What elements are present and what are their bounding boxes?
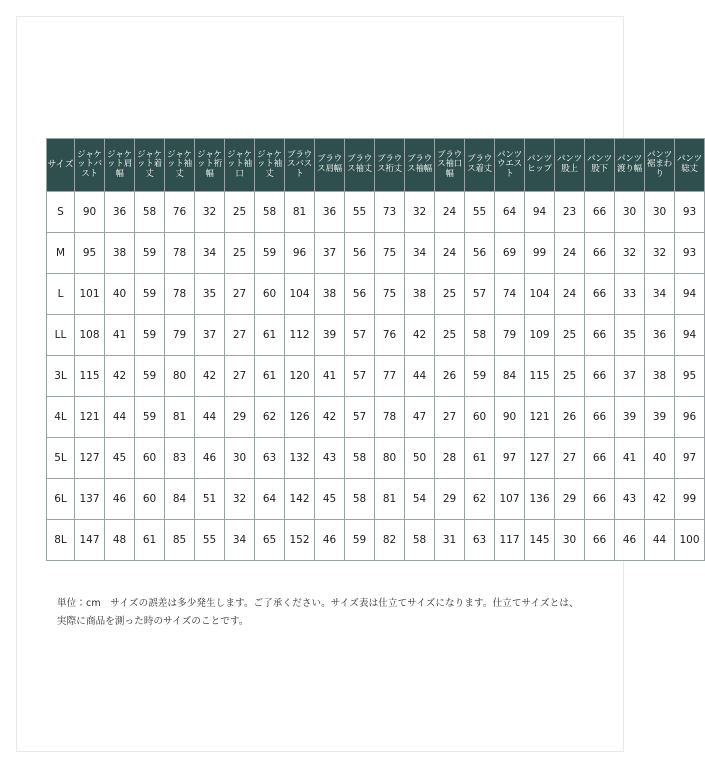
- table-cell: 34: [195, 233, 225, 274]
- table-cell: 34: [645, 274, 675, 315]
- table-cell: 59: [135, 397, 165, 438]
- table-cell: 94: [675, 315, 705, 356]
- table-cell: 47: [405, 397, 435, 438]
- table-cell: 40: [105, 274, 135, 315]
- table-cell: 60: [465, 397, 495, 438]
- table-cell: 117: [495, 520, 525, 561]
- column-header-size: サイズ: [47, 139, 75, 192]
- table-row: [47, 438, 705, 479]
- table-cell: 55: [465, 192, 495, 233]
- table-cell: 32: [405, 192, 435, 233]
- table-cell: 62: [255, 397, 285, 438]
- table-cell: 41: [615, 438, 645, 479]
- table-cell: 59: [465, 356, 495, 397]
- table-cell: 57: [345, 356, 375, 397]
- table-cell: 46: [195, 438, 225, 479]
- table-cell: 78: [165, 274, 195, 315]
- table-cell: 29: [225, 397, 255, 438]
- table-cell: 24: [435, 233, 465, 274]
- table-cell: 79: [495, 315, 525, 356]
- row-label-size: L: [47, 274, 75, 315]
- table-cell: 25: [555, 356, 585, 397]
- size-chart-sheet: [16, 16, 702, 752]
- column-header-blouse-sleeve-length: ブラウス袖丈: [345, 139, 375, 192]
- table-cell: 26: [435, 356, 465, 397]
- column-header-jacket-bust: ジャケットバスト: [75, 139, 105, 192]
- table-row: [47, 274, 705, 315]
- table-cell: 81: [375, 479, 405, 520]
- table-cell: 25: [555, 315, 585, 356]
- table-cell: 38: [405, 274, 435, 315]
- table-cell: 66: [585, 397, 615, 438]
- table-cell: 55: [195, 520, 225, 561]
- column-header-jacket-sleeve-length-2: ジャケット袖丈: [255, 139, 285, 192]
- table-cell: 80: [375, 438, 405, 479]
- table-cell: 90: [75, 192, 105, 233]
- table-cell: 74: [495, 274, 525, 315]
- table-cell: 56: [465, 233, 495, 274]
- table-cell: 82: [375, 520, 405, 561]
- table-cell: 41: [105, 315, 135, 356]
- column-header-pants-rise: パンツ股上: [555, 139, 585, 192]
- table-cell: 64: [495, 192, 525, 233]
- table-cell: 59: [135, 315, 165, 356]
- table-cell: 24: [555, 274, 585, 315]
- table-cell: 42: [405, 315, 435, 356]
- table-cell: 25: [435, 315, 465, 356]
- table-cell: 95: [75, 233, 105, 274]
- table-cell: 61: [465, 438, 495, 479]
- size-chart-note: 単位：cm サイズの誤差は多少発生します。ご了承ください。サイズ表は仕立てサイズになります。仕立てサイズとは、実際に商品を測った時のサイズのことです。: [57, 598, 579, 627]
- table-cell: 136: [525, 479, 555, 520]
- table-cell: 34: [405, 233, 435, 274]
- table-cell: 33: [615, 274, 645, 315]
- table-cell: 51: [195, 479, 225, 520]
- table-cell: 56: [345, 233, 375, 274]
- column-header-pants-total-length: パンツ総丈: [675, 139, 705, 192]
- table-cell: 95: [675, 356, 705, 397]
- table-cell: 142: [285, 479, 315, 520]
- table-cell: 66: [585, 479, 615, 520]
- table-cell: 46: [105, 479, 135, 520]
- table-cell: 39: [315, 315, 345, 356]
- table-cell: 44: [405, 356, 435, 397]
- table-cell: 26: [555, 397, 585, 438]
- table-cell: 23: [555, 192, 585, 233]
- table-cell: 58: [345, 479, 375, 520]
- table-cell: 32: [645, 233, 675, 274]
- table-cell: 85: [165, 520, 195, 561]
- table-cell: 93: [675, 192, 705, 233]
- table-cell: 101: [75, 274, 105, 315]
- table-cell: 66: [585, 274, 615, 315]
- column-header-jacket-cuff: ジャケット袖口: [225, 139, 255, 192]
- table-cell: 43: [615, 479, 645, 520]
- table-row: [47, 397, 705, 438]
- table-cell: 84: [495, 356, 525, 397]
- table-row: [47, 233, 705, 274]
- table-cell: 107: [495, 479, 525, 520]
- table-row: [47, 520, 705, 561]
- row-label-size: 5L: [47, 438, 75, 479]
- table-cell: 127: [75, 438, 105, 479]
- table-cell: 81: [165, 397, 195, 438]
- table-cell: 50: [405, 438, 435, 479]
- column-header-pants-thigh-width: パンツ渡り幅: [615, 139, 645, 192]
- table-cell: 109: [525, 315, 555, 356]
- column-header-jacket-shoulder-width: ジャケット肩幅: [105, 139, 135, 192]
- table-cell: 27: [435, 397, 465, 438]
- table-cell: 80: [165, 356, 195, 397]
- column-header-jacket-sleeve-length: ジャケット袖丈: [165, 139, 195, 192]
- table-cell: 99: [675, 479, 705, 520]
- table-cell: 112: [285, 315, 315, 356]
- table-cell: 27: [225, 274, 255, 315]
- column-header-blouse-sleeve-width: ブラウス袖幅: [405, 139, 435, 192]
- table-cell: 81: [285, 192, 315, 233]
- table-cell: 97: [495, 438, 525, 479]
- table-cell: 44: [105, 397, 135, 438]
- row-label-size: M: [47, 233, 75, 274]
- table-cell: 61: [135, 520, 165, 561]
- table-cell: 76: [375, 315, 405, 356]
- table-cell: 45: [105, 438, 135, 479]
- table-cell: 45: [315, 479, 345, 520]
- row-label-size: 8L: [47, 520, 75, 561]
- table-cell: 65: [255, 520, 285, 561]
- table-cell: 39: [645, 397, 675, 438]
- table-cell: 32: [195, 192, 225, 233]
- table-cell: 32: [225, 479, 255, 520]
- table-cell: 137: [75, 479, 105, 520]
- row-label-size: 6L: [47, 479, 75, 520]
- table-cell: 63: [255, 438, 285, 479]
- table-cell: 66: [585, 520, 615, 561]
- table-cell: 28: [435, 438, 465, 479]
- table-cell: 78: [375, 397, 405, 438]
- table-cell: 75: [375, 274, 405, 315]
- table-cell: 96: [285, 233, 315, 274]
- table-cell: 58: [405, 520, 435, 561]
- table-cell: 145: [525, 520, 555, 561]
- table-cell: 59: [255, 233, 285, 274]
- table-cell: 61: [255, 315, 285, 356]
- table-cell: 66: [585, 356, 615, 397]
- table-cell: 126: [285, 397, 315, 438]
- table-cell: 79: [165, 315, 195, 356]
- column-header-blouse-cuff-width: ブラウス袖口幅: [435, 139, 465, 192]
- table-cell: 121: [75, 397, 105, 438]
- table-cell: 104: [525, 274, 555, 315]
- table-body: [47, 192, 705, 561]
- table-cell: 75: [375, 233, 405, 274]
- table-row: [47, 479, 705, 520]
- table-cell: 42: [105, 356, 135, 397]
- row-label-size: 4L: [47, 397, 75, 438]
- table-cell: 64: [255, 479, 285, 520]
- table-cell: 31: [435, 520, 465, 561]
- table-cell: 24: [435, 192, 465, 233]
- table-cell: 38: [105, 233, 135, 274]
- table-cell: 44: [645, 520, 675, 561]
- table-cell: 152: [285, 520, 315, 561]
- table-cell: 35: [195, 274, 225, 315]
- table-cell: 76: [165, 192, 195, 233]
- table-cell: 55: [345, 192, 375, 233]
- table-cell: 29: [435, 479, 465, 520]
- table-cell: 37: [195, 315, 225, 356]
- table-cell: 54: [405, 479, 435, 520]
- table-cell: 41: [315, 356, 345, 397]
- table-cell: 115: [75, 356, 105, 397]
- column-header-jacket-length: ジャケット着丈: [135, 139, 165, 192]
- table-cell: 56: [345, 274, 375, 315]
- table-cell: 29: [555, 479, 585, 520]
- table-cell: 44: [195, 397, 225, 438]
- table-cell: 27: [225, 315, 255, 356]
- table-row: [47, 315, 705, 356]
- table-cell: 84: [165, 479, 195, 520]
- column-header-blouse-bust: ブラウスバスト: [285, 139, 315, 192]
- table-cell: 132: [285, 438, 315, 479]
- table-cell: 58: [345, 438, 375, 479]
- table-cell: 99: [525, 233, 555, 274]
- row-label-size: S: [47, 192, 75, 233]
- table-cell: 61: [255, 356, 285, 397]
- row-label-size: 3L: [47, 356, 75, 397]
- table-header: [47, 139, 705, 192]
- table-cell: 94: [675, 274, 705, 315]
- table-cell: 66: [585, 315, 615, 356]
- table-cell: 30: [555, 520, 585, 561]
- table-cell: 46: [315, 520, 345, 561]
- column-header-pants-waist: パンツウエスト: [495, 139, 525, 192]
- table-cell: 57: [345, 397, 375, 438]
- table-cell: 32: [615, 233, 645, 274]
- table-cell: 58: [255, 192, 285, 233]
- size-chart-table: [46, 138, 705, 561]
- table-cell: 27: [225, 356, 255, 397]
- table-cell: 38: [645, 356, 675, 397]
- table-cell: 66: [585, 438, 615, 479]
- table-row: [47, 192, 705, 233]
- table-header-row: [47, 139, 705, 192]
- table-cell: 60: [255, 274, 285, 315]
- table-cell: 34: [225, 520, 255, 561]
- table-cell: 46: [615, 520, 645, 561]
- table-cell: 25: [225, 233, 255, 274]
- table-cell: 36: [315, 192, 345, 233]
- table-cell: 37: [615, 356, 645, 397]
- row-label-size: LL: [47, 315, 75, 356]
- column-header-blouse-length: ブラウス着丈: [465, 139, 495, 192]
- table-cell: 59: [135, 274, 165, 315]
- table-cell: 38: [315, 274, 345, 315]
- table-cell: 30: [225, 438, 255, 479]
- table-cell: 25: [435, 274, 465, 315]
- table-cell: 108: [75, 315, 105, 356]
- table-cell: 77: [375, 356, 405, 397]
- column-header-pants-hem-circumference: パンツ裾まわり: [645, 139, 675, 192]
- column-header-pants-hip: パンツヒップ: [525, 139, 555, 192]
- table-cell: 66: [585, 192, 615, 233]
- table-cell: 25: [225, 192, 255, 233]
- table-cell: 96: [675, 397, 705, 438]
- table-cell: 57: [465, 274, 495, 315]
- table-cell: 147: [75, 520, 105, 561]
- table-cell: 59: [135, 233, 165, 274]
- table-cell: 120: [285, 356, 315, 397]
- table-cell: 24: [555, 233, 585, 274]
- column-header-blouse-yuki-length: ブラウス裄丈: [375, 139, 405, 192]
- table-cell: 37: [315, 233, 345, 274]
- table-row: [47, 356, 705, 397]
- table-cell: 35: [615, 315, 645, 356]
- table-cell: 59: [135, 356, 165, 397]
- table-cell: 39: [615, 397, 645, 438]
- table-cell: 36: [105, 192, 135, 233]
- table-cell: 90: [495, 397, 525, 438]
- table-cell: 83: [165, 438, 195, 479]
- table-cell: 97: [675, 438, 705, 479]
- table-cell: 60: [135, 438, 165, 479]
- column-header-jacket-yuki-width: ジャケット裄幅: [195, 139, 225, 192]
- table-cell: 66: [585, 233, 615, 274]
- table-cell: 69: [495, 233, 525, 274]
- table-cell: 59: [345, 520, 375, 561]
- table-cell: 93: [675, 233, 705, 274]
- column-header-pants-inseam: パンツ股下: [585, 139, 615, 192]
- table-cell: 30: [645, 192, 675, 233]
- table-cell: 30: [615, 192, 645, 233]
- table-cell: 127: [525, 438, 555, 479]
- table-cell: 48: [105, 520, 135, 561]
- table-cell: 60: [135, 479, 165, 520]
- table-cell: 58: [465, 315, 495, 356]
- table-cell: 57: [345, 315, 375, 356]
- table-cell: 62: [465, 479, 495, 520]
- table-cell: 43: [315, 438, 345, 479]
- table-cell: 73: [375, 192, 405, 233]
- table-cell: 104: [285, 274, 315, 315]
- table-cell: 58: [135, 192, 165, 233]
- table-cell: 27: [555, 438, 585, 479]
- table-cell: 42: [195, 356, 225, 397]
- table-cell: 42: [645, 479, 675, 520]
- table-cell: 42: [315, 397, 345, 438]
- size-chart-content: [46, 138, 702, 561]
- column-header-blouse-shoulder-width: ブラウス肩幅: [315, 139, 345, 192]
- table-cell: 100: [675, 520, 705, 561]
- table-cell: 40: [645, 438, 675, 479]
- table-cell: 36: [645, 315, 675, 356]
- table-cell: 78: [165, 233, 195, 274]
- table-cell: 94: [525, 192, 555, 233]
- table-cell: 121: [525, 397, 555, 438]
- table-cell: 115: [525, 356, 555, 397]
- table-cell: 63: [465, 520, 495, 561]
